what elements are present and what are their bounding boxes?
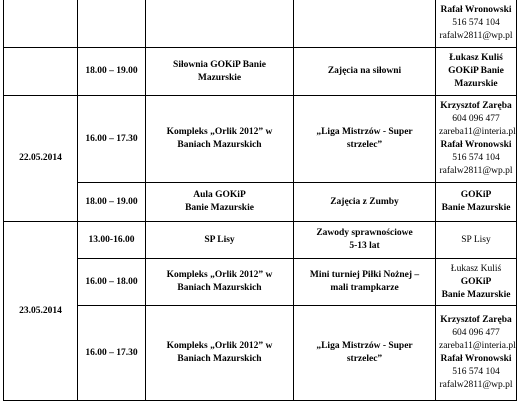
table-row — [4, 183, 517, 222]
event-cell — [294, 48, 436, 96]
time-cell — [78, 222, 146, 259]
contact-cell — [436, 306, 517, 401]
event-line: Zajęcia z Zumby — [330, 196, 399, 207]
event-line: „Liga Mistrzów - Super — [316, 127, 413, 137]
place-line: Baniach Mazurskich — [177, 354, 262, 364]
contact-line: Rafał Wronowski — [440, 354, 512, 364]
place-line: Banie Mazurskie — [185, 203, 254, 213]
event-cell — [294, 222, 436, 259]
contact-line: 604 096 477 — [452, 114, 500, 124]
time-text: 18.00 – 19.00 — [85, 196, 138, 207]
contact-cell — [436, 48, 517, 96]
contact-line: Banie Mazurskie — [441, 289, 511, 300]
place-line: Aula GOKiP — [193, 190, 246, 200]
time-cell — [78, 96, 146, 183]
event-cell — [294, 306, 436, 401]
contact-line: Krzysztof Zaręba — [440, 315, 512, 325]
table-row — [4, 0, 517, 48]
contact-line: zareba11@interia.pl — [439, 127, 516, 137]
date-text: 22.05.2014 — [19, 153, 62, 163]
contact-line: Rafał Wronowski — [440, 140, 512, 150]
event-line: strzelec” — [346, 140, 383, 150]
contact-cell — [436, 259, 517, 306]
contact-line: rafalw2811@wp.pl — [439, 380, 513, 390]
place-line: Kompleks „Orlik 2012” w — [166, 270, 273, 280]
place-line: Baniach Mazurskich — [177, 140, 262, 150]
place-line: Mazurskie — [197, 72, 242, 83]
place-line: Baniach Mazurskich — [177, 283, 262, 293]
contact-line: rafalw2811@wp.pl — [439, 166, 513, 176]
contact-line: Krzysztof Zaręba — [440, 101, 512, 111]
time-text: 13.00-16.00 — [88, 234, 135, 245]
contact-cell — [436, 183, 517, 222]
contact-line: 516 574 104 — [452, 153, 500, 163]
table-row — [4, 222, 517, 259]
table-row — [4, 306, 517, 401]
event-cell — [294, 259, 436, 306]
time-text: 16.00 – 18.00 — [85, 276, 138, 287]
time-text: 18.00 – 19.00 — [85, 66, 138, 76]
table-row — [4, 96, 517, 183]
contact-line: GOKiP Banie — [448, 66, 504, 76]
place-cell — [146, 0, 294, 48]
place-cell — [146, 96, 294, 183]
event-cell — [294, 183, 436, 222]
contact-cell — [436, 0, 517, 48]
schedule-table — [3, 0, 517, 401]
contact-line: GOKiP — [460, 190, 492, 200]
contact-line: zareba11@interia.pl — [439, 341, 516, 351]
event-line: mali trampkarze — [330, 283, 399, 293]
contact-cell — [436, 222, 517, 259]
place-cell — [146, 48, 294, 96]
contact-line: 604 096 477 — [452, 328, 500, 338]
contact-line: SP Lisy — [461, 234, 491, 245]
contact-line: Łukasz Kuliś — [449, 53, 503, 63]
event-line: Mini turniej Piłki Nożnej – — [309, 270, 420, 280]
contact-line: rafalw2811@wp.pl — [439, 31, 513, 41]
place-line: Kompleks „Orlik 2012” w — [166, 341, 273, 351]
contact-line: Banie Mazurskie — [441, 203, 511, 213]
event-line: strzelec” — [346, 354, 383, 364]
table-row — [4, 48, 517, 96]
contact-line: Łukasz Kuliś — [450, 263, 502, 274]
event-line: 5-13 lat — [349, 241, 380, 251]
contact-line: 516 574 104 — [452, 367, 500, 377]
date-cell — [4, 48, 78, 96]
contact-line: GOKiP — [460, 276, 492, 287]
event-cell — [294, 96, 436, 183]
date-cell — [4, 0, 78, 48]
place-cell — [146, 222, 294, 259]
place-line: Kompleks „Orlik 2012” w — [166, 127, 273, 137]
event-line: Zajęcia na siłowni — [327, 66, 402, 76]
date-cell — [4, 96, 78, 222]
table-row — [4, 259, 517, 306]
place-cell — [146, 183, 294, 222]
time-cell — [78, 0, 146, 48]
contact-line: Rafał Wronowski — [440, 5, 512, 15]
time-text: 16.00 – 17.30 — [85, 133, 138, 144]
time-cell — [78, 183, 146, 222]
place-line: Siłownia GOKiP Banie — [173, 59, 266, 70]
contact-line: 516 574 104 — [452, 18, 500, 28]
time-text: 16.00 – 17.30 — [85, 347, 138, 358]
time-cell — [78, 306, 146, 401]
place-cell — [146, 306, 294, 401]
time-cell — [78, 48, 146, 96]
contact-cell — [436, 96, 517, 183]
date-text: 23.05.2014 — [19, 305, 62, 316]
event-cell — [294, 0, 436, 48]
event-line: Zawody sprawnościowe — [316, 228, 413, 238]
time-cell — [78, 259, 146, 306]
event-line: „Liga Mistrzów - Super — [316, 341, 413, 351]
place-line: SP Lisy — [204, 234, 235, 245]
contact-line: Mazurskie — [454, 79, 498, 89]
date-cell — [4, 222, 78, 401]
place-cell — [146, 259, 294, 306]
